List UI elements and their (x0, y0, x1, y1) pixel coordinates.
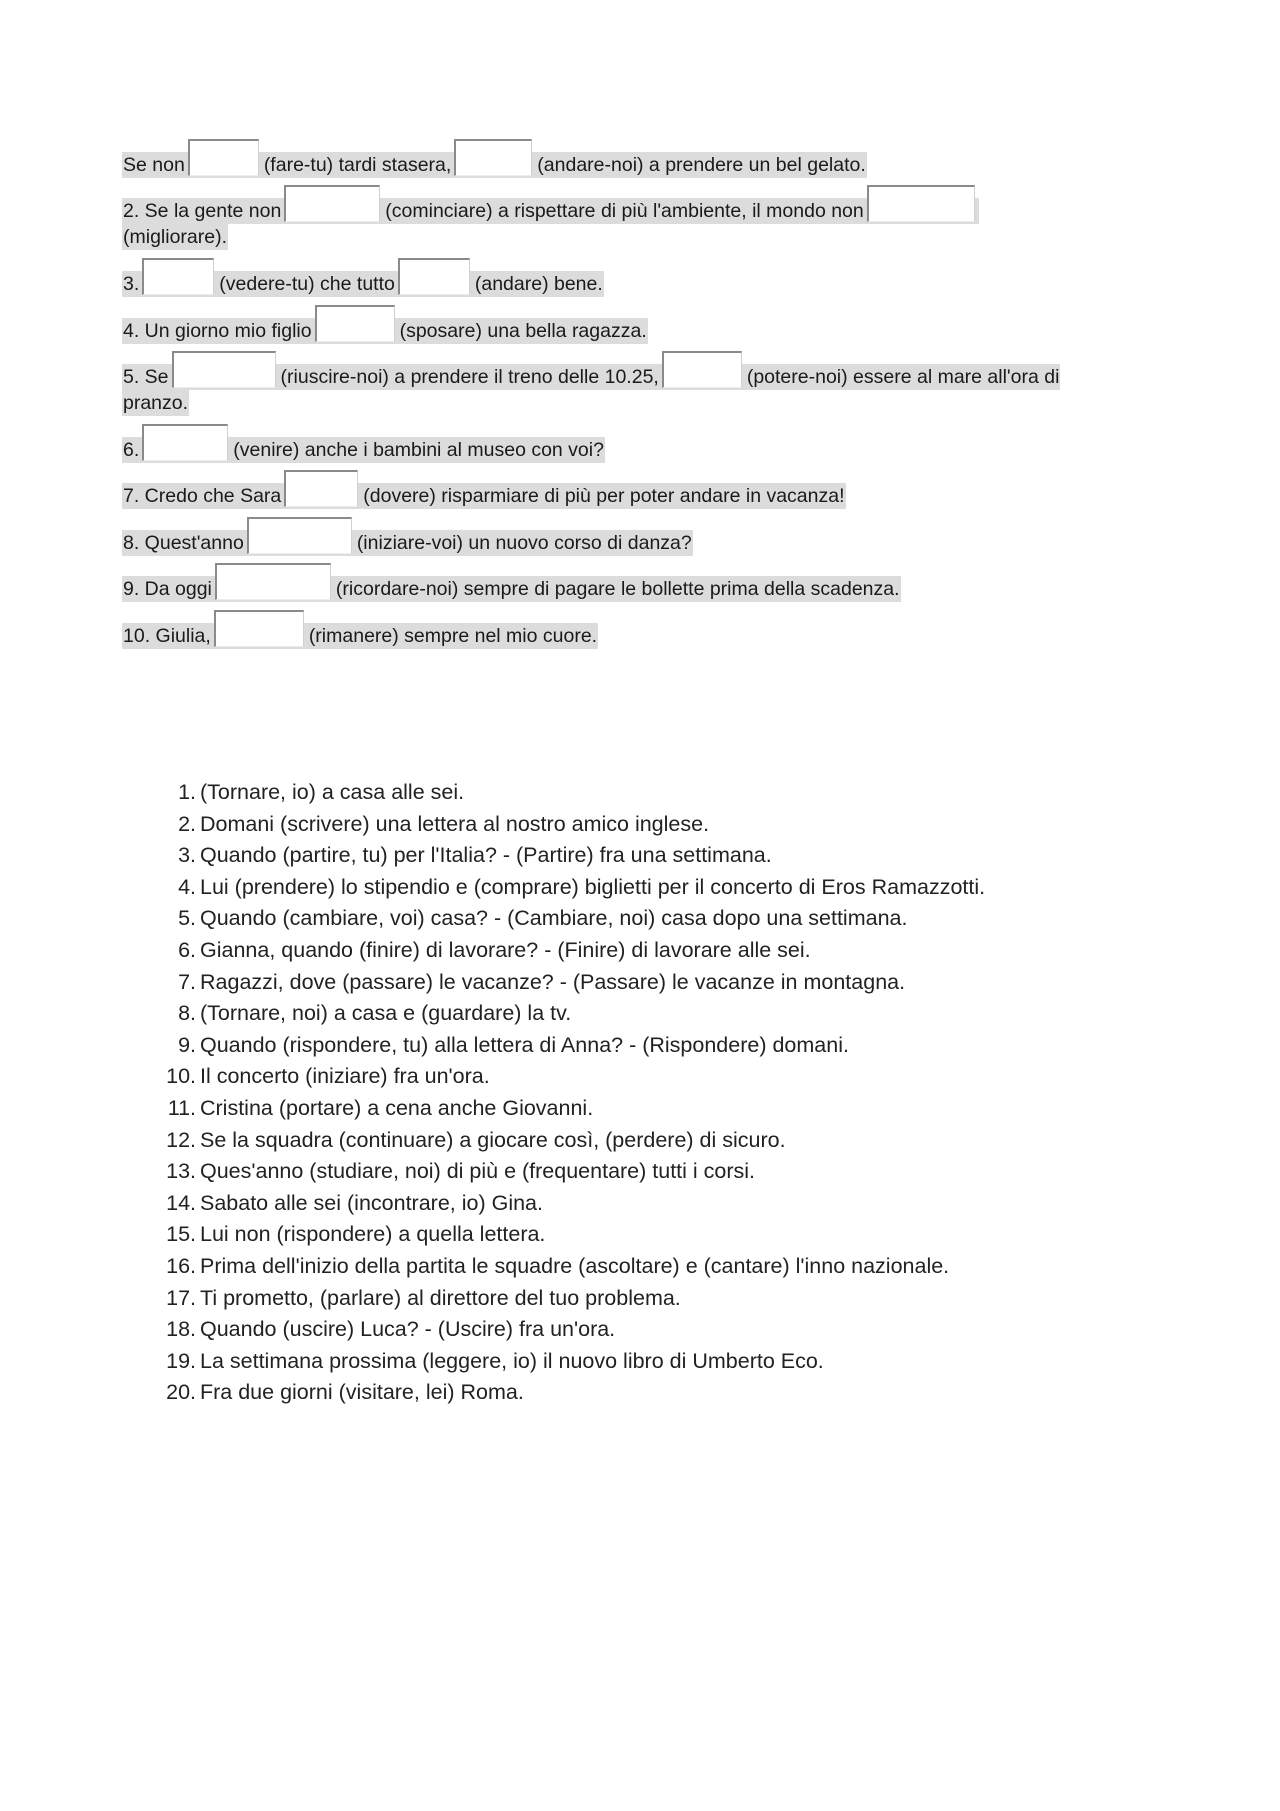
item-number: 2. (178, 811, 196, 836)
exercise-item-2 (122, 198, 979, 250)
answer-input[interactable] (213, 576, 335, 602)
item-number: 14. (166, 1190, 196, 1215)
list-item (160, 903, 985, 935)
item-number: 5. (178, 906, 196, 931)
item-text: Quando (cambiare, voi) casa? - (Cambiare, noi) casa dopo una settimana. (200, 906, 908, 931)
list-item (160, 998, 985, 1030)
item-verb: (rimanere) sempre nel mio cuore. (308, 625, 598, 647)
list-item (160, 1188, 985, 1220)
exercise-item-3 (122, 271, 604, 297)
item-prefix: 7. Credo che Sara (123, 485, 282, 507)
item-number: 4. (178, 874, 196, 899)
item-verb: (andare) bene. (474, 273, 603, 295)
answer-input[interactable] (396, 271, 474, 297)
item-number: 20. (166, 1380, 196, 1405)
item-text: (Tornare, noi) a casa e (guardare) la tv. (200, 1001, 572, 1026)
item-text: Lui (prendere) lo stipendio e (comprare) biglietti per il concerto di Eros Ramazzotti. (200, 874, 986, 899)
answer-input[interactable] (186, 152, 263, 178)
list-item (160, 1125, 985, 1157)
item-verb: (potere-noi) essere al mare all'ora di (746, 366, 1060, 388)
item-number: 3. (178, 843, 196, 868)
exercise-item-9 (122, 576, 901, 602)
item-text: Se la squadra (continuare) a giocare così, (perdere) di sicuro. (200, 1127, 786, 1152)
list-item (160, 1156, 985, 1188)
item-text: Lui non (rispondere) a quella lettera. (200, 1222, 546, 1247)
item-number: 7. (178, 969, 196, 994)
item-text: Fra due giorni (visitare, lei) Roma. (200, 1380, 524, 1405)
exercise-item-7 (122, 483, 846, 509)
item-number: 12. (166, 1127, 196, 1152)
item-verb: (sposare) una bella ragazza. (399, 320, 647, 342)
item-text: Domani (scrivere) una lettera al nostro amico inglese. (200, 811, 710, 836)
item-text: Prima dell'inizio della partita le squadre (ascoltare) e (cantare) l'inno nazionale. (200, 1253, 950, 1278)
item-text: Quando (uscire) Luca? - (Uscire) fra un'ora. (200, 1317, 616, 1342)
item-verb: (iniziare-voi) un nuovo corso di danza? (356, 532, 692, 554)
item-continuation: pranzo. (123, 392, 189, 414)
item-prefix: Se non (123, 154, 185, 176)
answer-input[interactable] (245, 530, 356, 556)
item-text: Gianna, quando (finire) di lavorare? - (Finire) di lavorare alle sei. (200, 937, 811, 962)
item-prefix: 10. Giulia, (123, 625, 211, 647)
item-text: Ques'anno (studiare, noi) di più e (frequentare) tutti i corsi. (200, 1159, 756, 1184)
list-item (160, 1314, 985, 1346)
item-text: Il concerto (iniziare) fra un'ora. (200, 1064, 490, 1089)
answer-input[interactable] (865, 198, 979, 224)
answer-input[interactable] (313, 318, 399, 344)
list-item (160, 777, 985, 809)
item-verb: (venire) anche i bambini al museo con voi? (233, 439, 604, 461)
item-number: 6. (178, 937, 196, 962)
answer-input[interactable] (212, 623, 308, 649)
answer-input[interactable] (452, 152, 536, 178)
exercise-item-4 (122, 318, 648, 344)
item-number: 16. (166, 1253, 196, 1278)
answer-input[interactable] (282, 483, 362, 509)
list-item (160, 1093, 985, 1125)
exercise-item-1 (122, 152, 867, 178)
answer-input[interactable] (140, 437, 232, 463)
item-number: 10. (166, 1064, 196, 1089)
list-item (160, 1251, 985, 1283)
item-number: 8. (178, 1001, 196, 1026)
answer-input[interactable] (282, 198, 384, 224)
item-text: Sabato alle sei (incontrare, io) Gina. (200, 1190, 543, 1215)
item-prefix: 3. (123, 273, 140, 295)
list-item (160, 935, 985, 967)
item-number: 13. (166, 1159, 196, 1184)
item-number: 1. (178, 780, 196, 804)
item-number: 15. (166, 1222, 196, 1247)
item-text: Ragazzi, dove (passare) le vacanze? - (Passare) le vacanze in montagna. (200, 969, 906, 994)
item-verb: (vedere-tu) che tutto (219, 273, 395, 295)
item-verb: (fare-tu) tardi stasera, (263, 154, 452, 176)
item-number: 9. (178, 1032, 196, 1057)
exercise-item-5 (122, 364, 1060, 416)
list-item (160, 1030, 985, 1062)
item-continuation: (migliorare). (123, 226, 228, 248)
exercise-item-8 (122, 530, 693, 556)
item-prefix: 2. Se la gente non (123, 200, 282, 222)
item-prefix: 6. (123, 439, 140, 461)
item-verb: (riuscire-noi) a prendere il treno delle 10.25, (280, 366, 659, 388)
item-text: Quando (partire, tu) per l'Italia? - (Partire) fra una settimana. (200, 843, 772, 868)
item-verb: (ricordare-noi) sempre di pagare le bollette prima della scadenza. (335, 578, 900, 600)
list-item (160, 1346, 985, 1378)
item-number: 18. (166, 1317, 196, 1342)
answer-input[interactable] (170, 364, 280, 390)
list-item (160, 809, 985, 841)
list-item (160, 872, 985, 904)
numbered-exercise-list (160, 777, 985, 1409)
item-number: 17. (166, 1285, 196, 1310)
item-prefix: 4. Un giorno mio figlio (123, 320, 312, 342)
answer-input[interactable] (140, 271, 218, 297)
list-item (160, 1283, 985, 1315)
item-verb: (andare-noi) a prendere un bel gelato. (537, 154, 866, 176)
item-verb: (cominciare) a rispettare di più l'ambiente, il mondo non (385, 200, 864, 222)
list-item (160, 1219, 985, 1251)
list-item (160, 1377, 985, 1409)
item-text: (Tornare, io) a casa alle sei. (200, 780, 465, 804)
exercise-item-10 (122, 623, 598, 649)
list-item (160, 967, 985, 999)
item-verb: (dovere) risparmiare di più per poter andare in vacanza! (363, 485, 845, 507)
list-item (160, 840, 985, 872)
exercise-item-6 (122, 437, 605, 463)
item-text: Cristina (portare) a cena anche Giovanni. (200, 1095, 594, 1120)
item-prefix: 5. Se (123, 366, 169, 388)
answer-input[interactable] (660, 364, 746, 390)
item-number: 11. (167, 1095, 196, 1120)
item-prefix: 8. Quest'anno (123, 532, 244, 554)
item-text: Quando (rispondere, tu) alla lettera di Anna? - (Rispondere) domani. (200, 1032, 849, 1057)
item-number: 19. (166, 1348, 196, 1373)
list-item (160, 1061, 985, 1093)
item-text: Ti prometto, (parlare) al direttore del tuo problema. (200, 1285, 681, 1310)
item-text: La settimana prossima (leggere, io) il nuovo libro di Umberto Eco. (200, 1348, 824, 1373)
item-prefix: 9. Da oggi (123, 578, 212, 600)
